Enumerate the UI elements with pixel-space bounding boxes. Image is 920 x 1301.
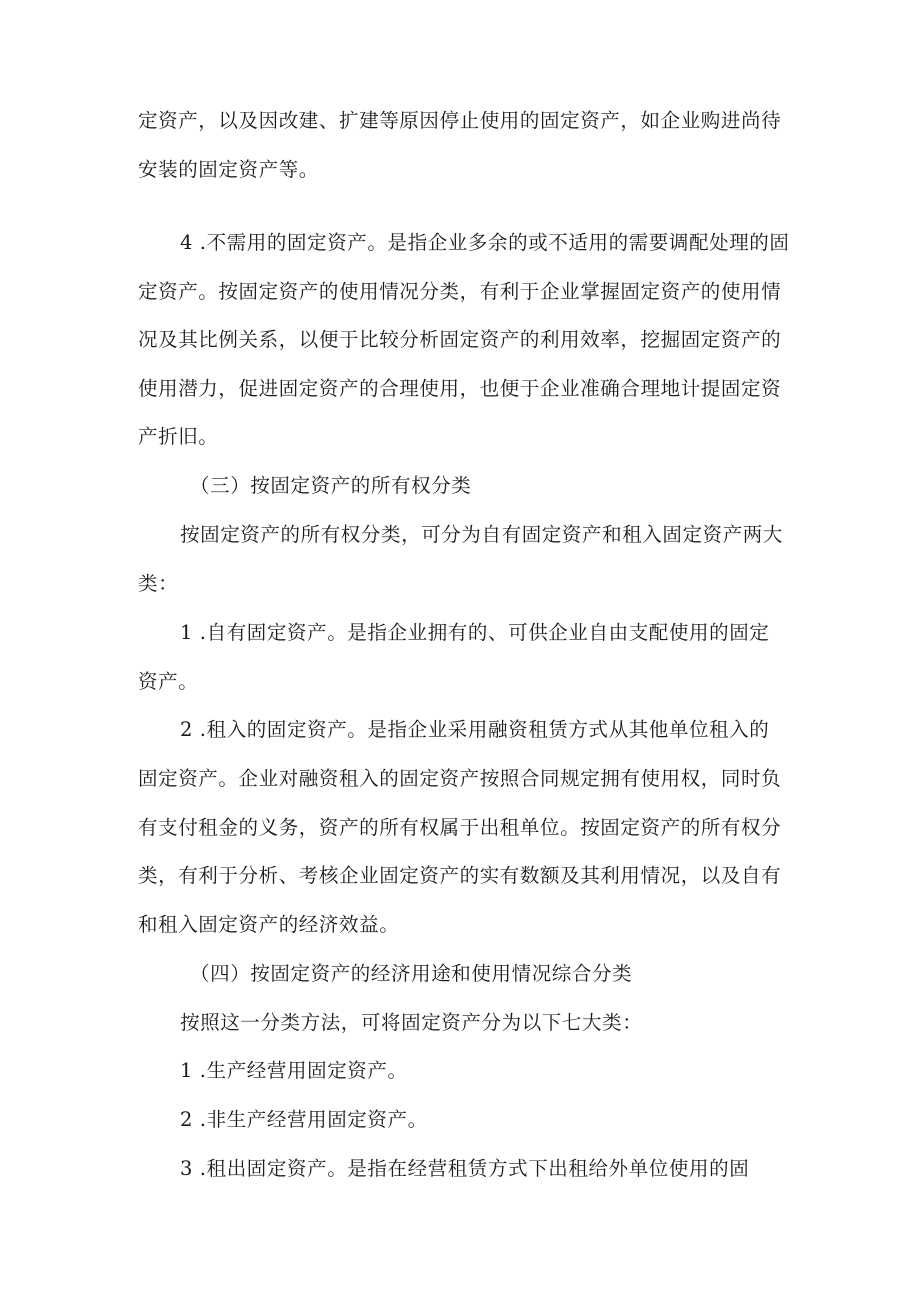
text-line: 固定资产。企业对融资租入的固定资产按照合同规定拥有使用权，同时负 [138,767,782,790]
text-line: 定资产，以及因改建、扩建等原因停止使用的固定资产，如企业购进尚待 [138,109,782,132]
section-heading: （三）按固定资产的所有权分类 [190,474,472,497]
text-line: 2 .租入的固定资产。是指企业采用融资租赁方式从其他单位租入的 [180,718,770,741]
text-line: 产折旧。 [138,425,219,448]
list-item: 2 .非生产经营用固定资产。 [180,1108,428,1131]
text-line: 按照这一分类方法，可将固定资产分为以下七大类： [180,1011,643,1034]
text-line: 4 .不需用的固定资产。是指企业多余的或不适用的需要调配处理的固 [180,231,790,254]
text-line: 1 .自有固定资产。是指企业拥有的、可供企业自由支配使用的固定 [180,621,770,644]
list-item: 3 .租出固定资产。是指在经营租赁方式下出租给外单位使用的固 [180,1157,750,1180]
section-heading: （四）按固定资产的经济用途和使用情况综合分类 [190,962,633,985]
text-line: 使用潜力，促进固定资产的合理使用，也便于企业准确合理地计提固定资 [138,377,782,400]
text-line: 安装的固定资产等。 [138,158,319,181]
text-line: 况及其比例关系，以便于比较分析固定资产的利用效率，挖掘固定资产的 [138,328,782,351]
text-line: 定资产。按固定资产的使用情况分类，有利于企业掌握固定资产的使用情 [138,280,782,303]
text-line: 资产。 [138,670,199,693]
list-item: 1 .生产经营用固定资产。 [180,1059,408,1082]
text-line: 类： [138,572,179,595]
text-line: 和租入固定资产的经济效益。 [138,913,400,936]
text-line: 类，有利于分析、考核企业固定资产的实有数额及其利用情况，以及自有 [138,864,782,887]
text-line: 有支付租金的义务，资产的所有权属于出租单位。按固定资产的所有权分 [138,816,782,839]
text-line: 按固定资产的所有权分类，可分为自有固定资产和租入固定资产两大 [180,523,784,546]
